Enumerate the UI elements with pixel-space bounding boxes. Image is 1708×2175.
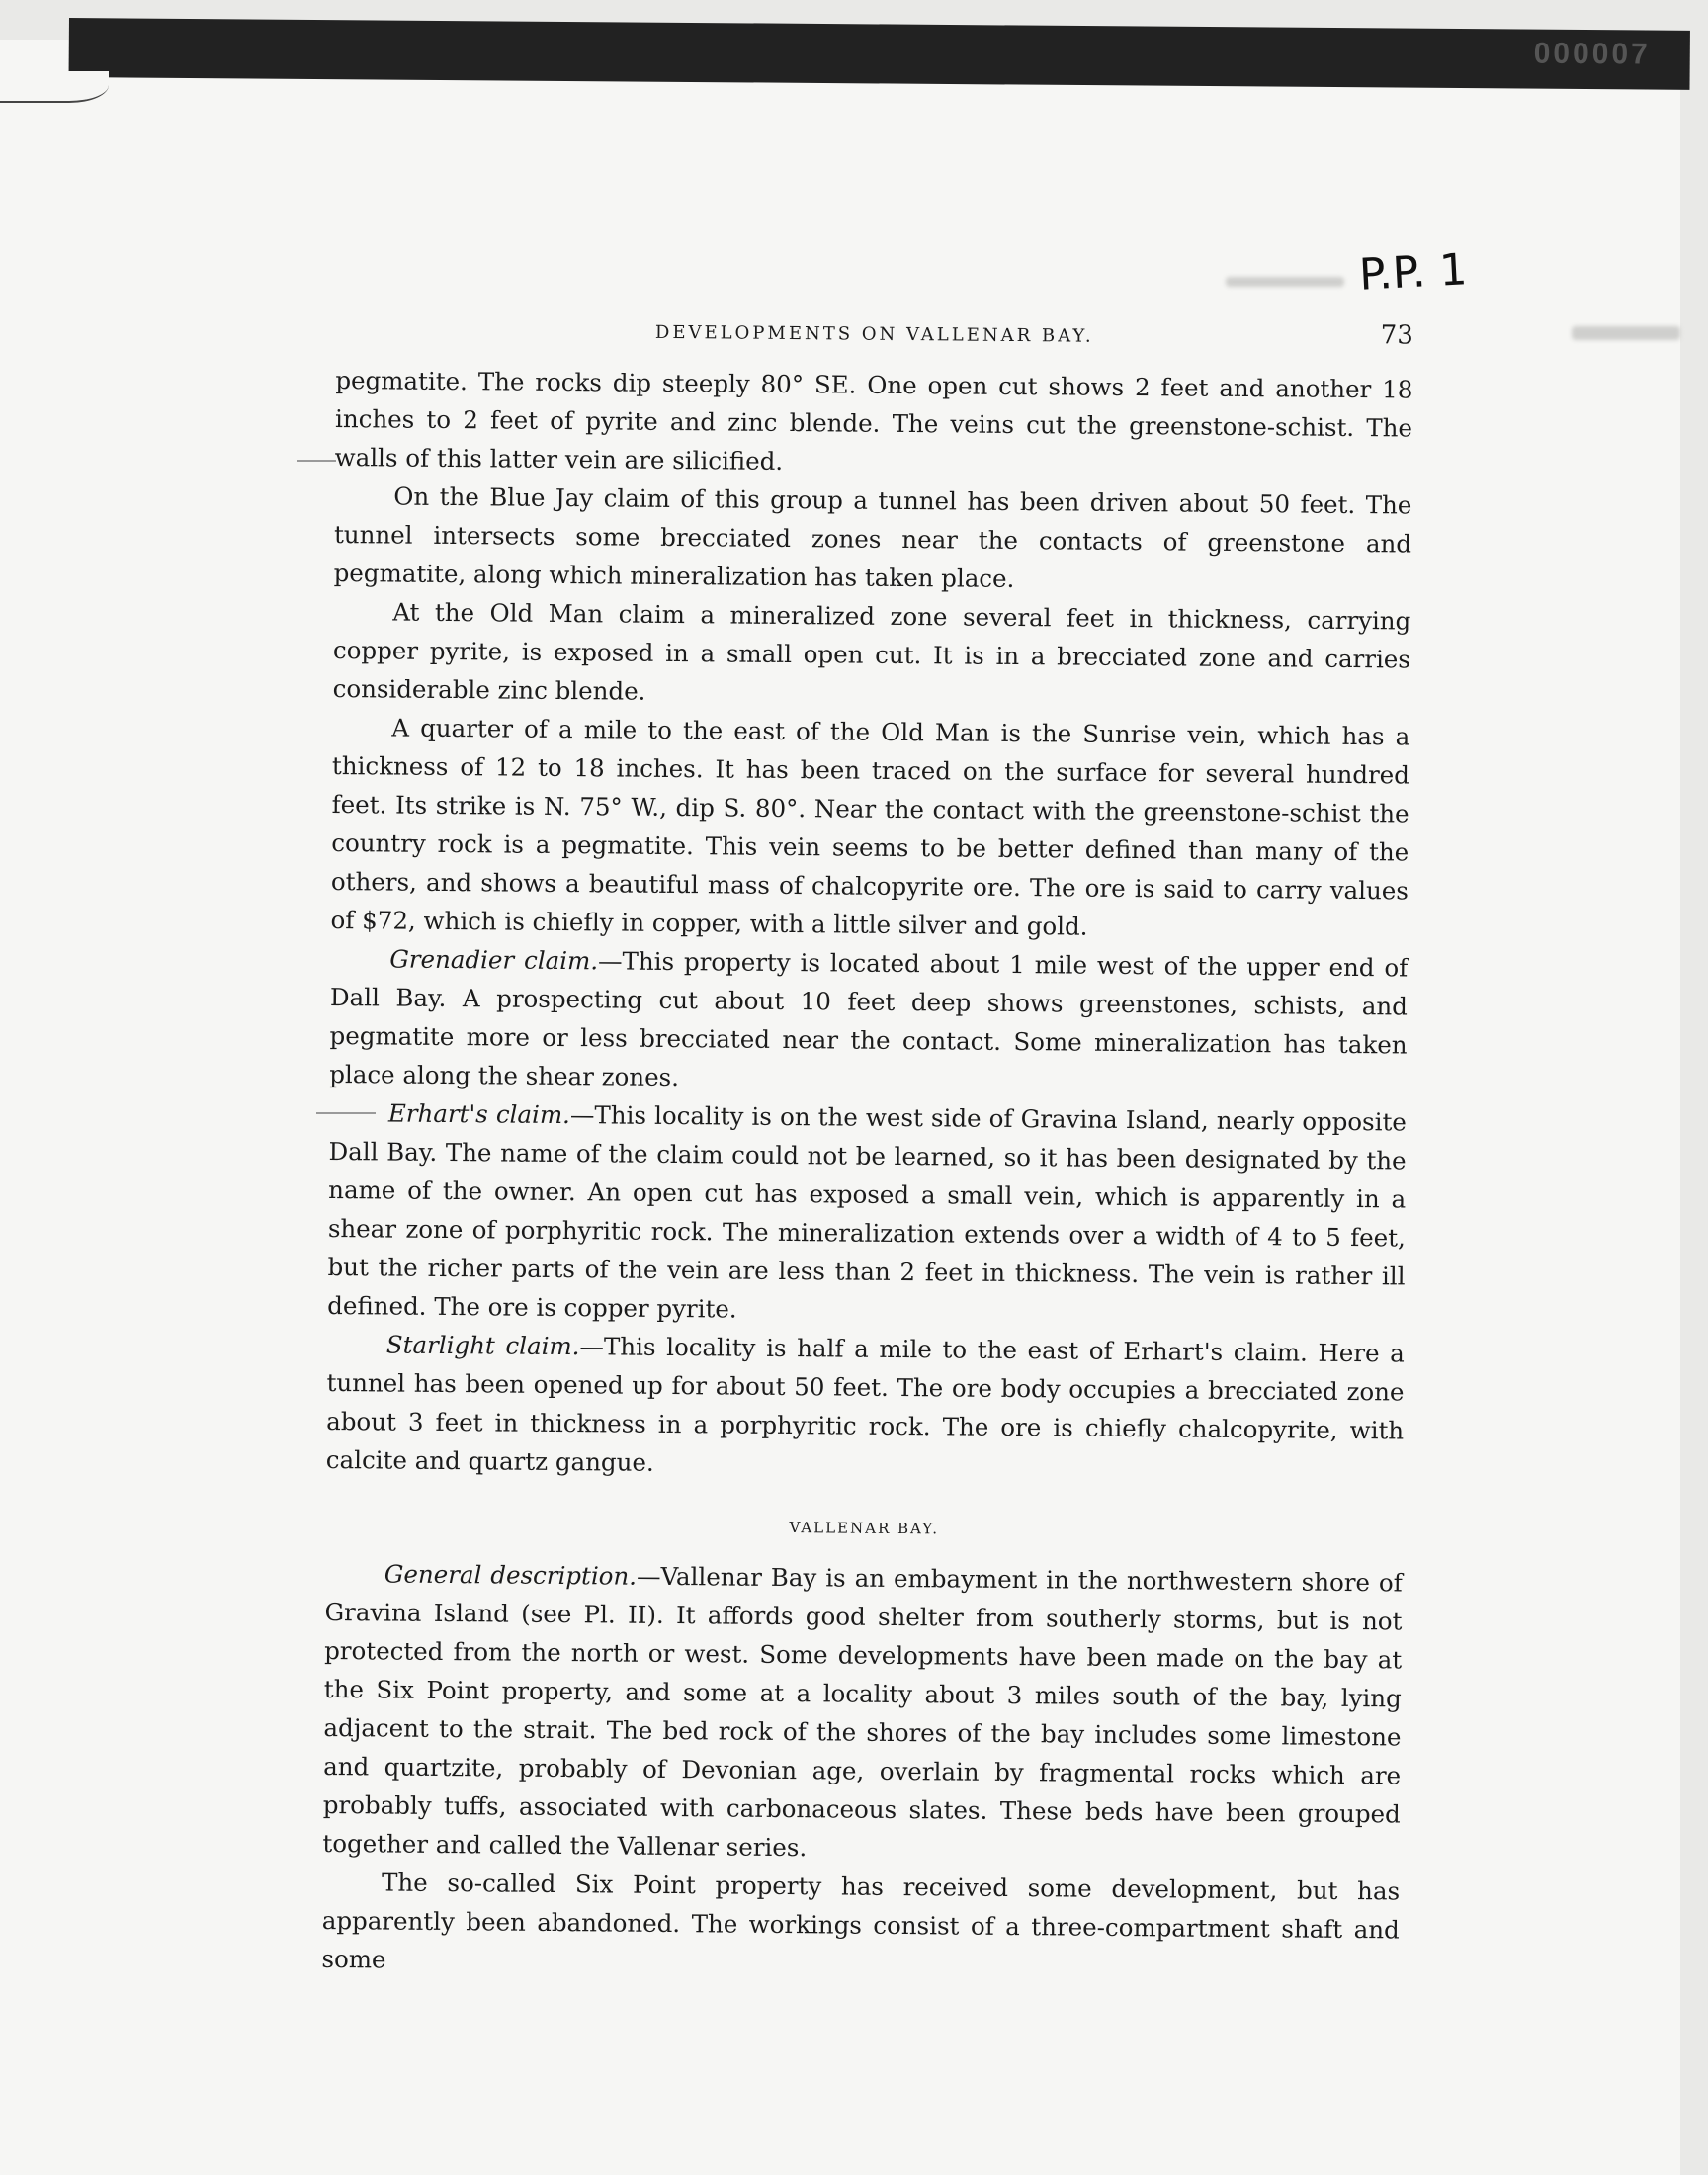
paragraph-general-description <box>322 1554 1403 1872</box>
paragraph-lead: Grenadier claim. <box>389 944 599 976</box>
paragraph-lead: Erhart's claim. <box>387 1098 571 1130</box>
paragraph-lead: General description. <box>384 1559 638 1591</box>
page-number: 73 <box>1380 320 1413 351</box>
paragraph-grenadier <box>329 939 1408 1103</box>
scan-smudge <box>1226 277 1344 287</box>
page-content <box>321 311 1413 1987</box>
paragraph: On the Blue Jay claim of this group a tunnel has been driven about 50 feet. The tunnel intersects some brecciated zones near the contacts of greenstone and pegmatite, along which mineralization has taken place. <box>333 481 1412 593</box>
running-header <box>336 311 1413 361</box>
scan-smudge <box>1572 326 1680 340</box>
paragraph-text: —This locality is on the west side of Gravina Island, nearly opposite Dall Bay. The name of the claim could not be learned, so it has been designated by the name of the owner. An open cut has exposed a small vein, which is apparently in a shear zone of porphyritic rock. The mineralization extends over a width of 4 to 5 feet, but the richer parts of the vein are less than 2 feet in thickness. The vein is rather ill defined. The ore is copper pyrite. <box>327 1100 1408 1324</box>
folded-corner <box>0 71 109 103</box>
paragraph-starlight <box>326 1325 1405 1489</box>
paragraph: pegmatite. The rocks dip steeply 80° SE. One open cut shows 2 feet and another 18 inches to 2 feet of pyrite and zinc blende. The veins cut the greenstone-schist. The walls of this latter vein are silicified. <box>334 365 1413 476</box>
paragraph-text: —This property is located about 1 mile west of the upper end of Dall Bay. A prospecting cut about 10 feet deep shows greenstones, schists, and pegmatite more or less brecciated near the contact. Some mineralization has taken place along the shear zones. <box>329 946 1409 1092</box>
paragraph: At the Old Man claim a mineralized zone several feet in thickness, carrying copper pyrite, is exposed in a small open cut. It is in a brecciated zone and carries considerable zinc blende. <box>332 597 1411 706</box>
paragraph-lead: Starlight claim. <box>385 1330 580 1361</box>
paragraph: A quarter of a mile to the east of the Old Man is the Sunrise vein, which has a thickness of 12 to 18 inches. It has been traced on the surface for several hundred feet. Its strike is N. 75° W., dip S. 80°. Near the contact with the greenstone-schist the country rock is a pegmatite. This vein seems to be better defined than many of the others, and shows a beautiful mass of chalcopyrite ore. The ore is said to carry values of $72, which is chiefly in copper, with a little silver and gold. <box>330 713 1410 941</box>
paragraph-erhart <box>327 1093 1407 1335</box>
document-stamp-code: 000007 <box>1533 37 1651 71</box>
paragraph: The so-called Six Point property has received some development, but has apparently been abandoned. The workings consist of a three-compartment shaft and some <box>321 1868 1401 1974</box>
margin-mark <box>297 460 336 462</box>
running-title: DEVELOPMENTS ON VALLENAR BAY. <box>654 321 1094 347</box>
handwritten-annotation: P.P. 1 <box>1357 244 1469 301</box>
section-heading: VALLENAR BAY. <box>789 1519 940 1538</box>
paragraph-text: —Vallenar Bay is an embayment in the northwestern shore of Gravina Island (see Pl. II). It affords good shelter from southerly storms, but is not protected from the north or west. Some developments have been made on the bay at the Six Point property, and some at a locality about 3 miles south of the bay, lying adjacent to the strait. The bed rock of the shores of the bay includes some limestone and quartzite, probably of Devonian age, overlain by fragmental rocks which are probably tuffs, associated with carbonaceous slates. These beds have been grouped together and called the Vallenar series. <box>322 1561 1403 1863</box>
paragraph-text: —This locality is half a mile to the east of Erhart's claim. Here a tunnel has been opened up for about 50 feet. The ore body occupies a brecciated zone about 3 feet in thickness in a porphyritic rock. The ore is chiefly chalcopyrite, with calcite and quartz gangue. <box>325 1332 1405 1477</box>
scanner-edge-bar <box>69 18 1690 90</box>
